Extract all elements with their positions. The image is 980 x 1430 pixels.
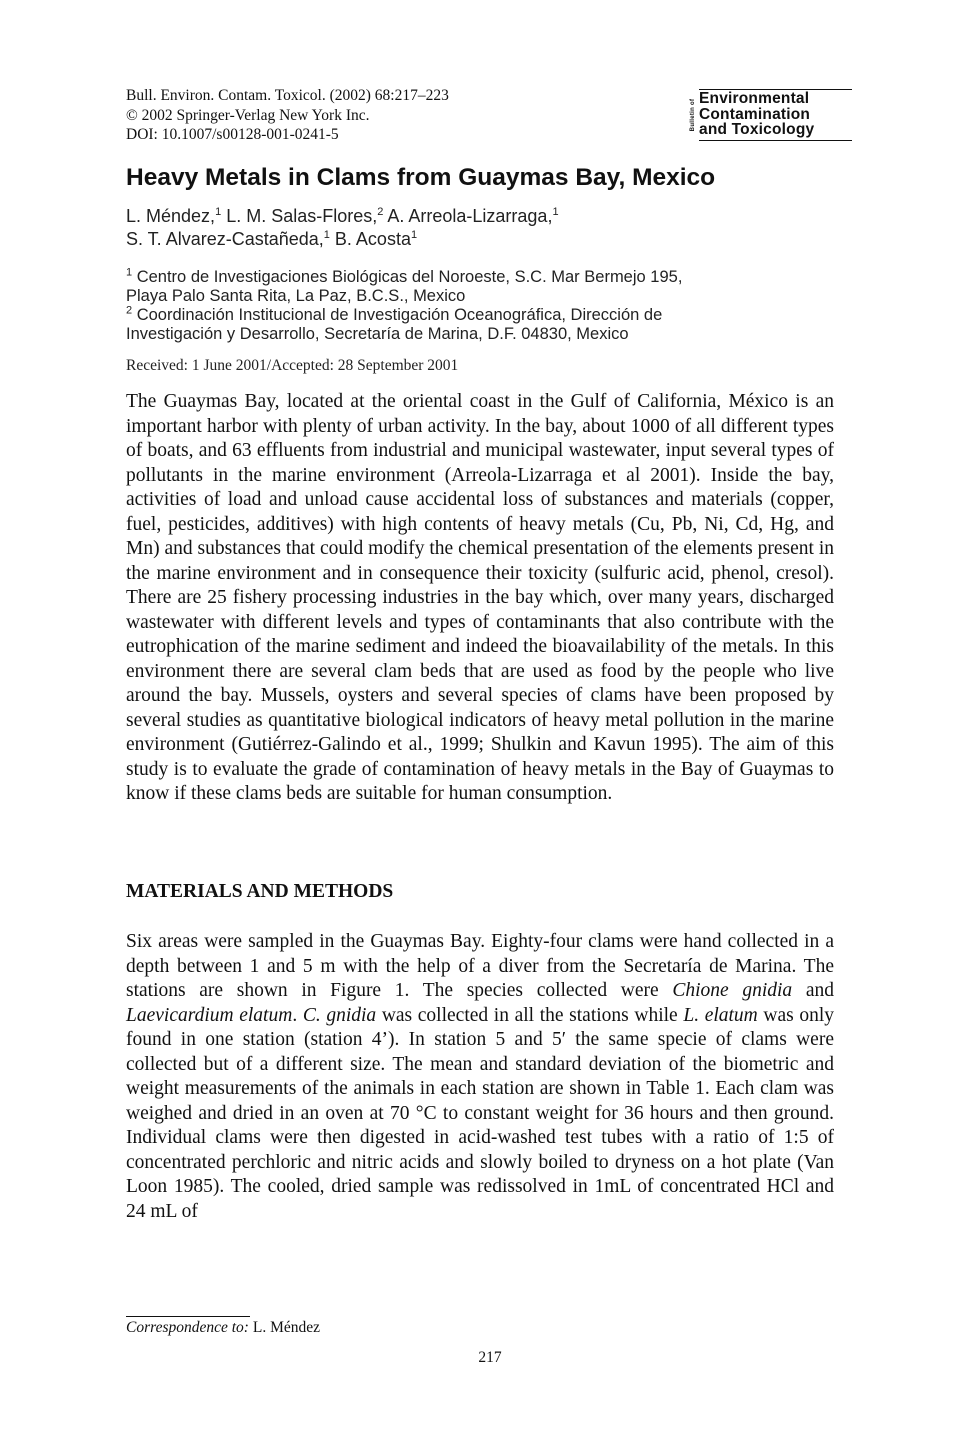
species-name: Laevicardium elatum <box>126 1004 293 1026</box>
logo-line-1: Environmental <box>699 90 810 107</box>
author-line <box>126 228 559 251</box>
section-heading: MATERIALS AND METHODS <box>126 881 394 902</box>
received-dates: Received: 1 June 2001/Accepted: 28 September 2001 <box>126 357 459 374</box>
author-name: A. Arreola-Lizarraga, <box>383 206 553 226</box>
species-name: L. elatum <box>683 1004 758 1026</box>
affiliation-line: Investigación y Desarrollo, Secretaría de Marina, D.F. 04830, Mexico <box>126 325 629 343</box>
affiliations <box>126 268 682 344</box>
citation-line: Bull. Environ. Contam. Toxicol. (2002) 68:217–223 <box>126 87 449 104</box>
page-number: 217 <box>478 1349 502 1366</box>
author-affil-mark: 1 <box>215 206 222 218</box>
correspondence-footnote <box>126 1319 320 1337</box>
logo-line-3: and Toxicology <box>699 121 815 138</box>
author-affil-mark: 1 <box>323 229 330 241</box>
author-affil-mark: 1 <box>410 229 418 241</box>
footnote-name: L. Méndez <box>248 1319 320 1336</box>
article-title: Heavy Metals in Clams from Guaymas Bay, Mexico <box>126 164 716 191</box>
footnote-label: Correspondence to: <box>126 1319 249 1336</box>
author-affil-mark: 1 <box>552 206 559 218</box>
logo-line-2: Contamination <box>699 105 811 123</box>
introduction-paragraph: The Guaymas Bay, located at the oriental coast in the Gulf of California, México is an important harbor with plenty of urban activity. In the bay, about 1000 of all different types of boats, and 63 effluents from industrial and municipal wastewater, input several types of pollutants in the marine environment (Arreola-Lizarraga et al 2001). Inside the bay, activities of load and unload cause accidental loss of substances and materials (copper, fuel, pesticides, additives) with high contents of heavy metals (Cu, Pb, Ni, Cd, Hg, and Mn) and substances that could modify the chemical presentation of the elements present in the marine environment and in consequence their toxicity (sulfuric acid, phenol, cresol). There are 25 fishery processing industries in the bay which, over many years, discharged wastewater with different levels and types of contaminants that also contribute with the eutrophication of the marine sediment and indeed the bioavailability of the metals. In this environment there are several clam beds that are used as food by the people who live around the bay. Mussels, oysters and several species of clams have been proposed by several studies as quantitative biological indicators of heavy metal pollution in the marine environment (Gutiérrez-Galindo et al., 1999; Shulkin and Kavun 1995). The aim of this study is to evaluate the grade of contamination of heavy metals in the Bay of Guaymas to know if these clams beds are suitable for human consumption. <box>126 391 834 804</box>
affiliation-line: $^1$ Centro de Investigaciones Biológicas del Noroeste, S.C. Mar Bermejo 195, <box>126 266 683 286</box>
author-list <box>126 205 559 251</box>
citation-block <box>126 86 449 145</box>
author-name: L. Méndez, <box>126 206 216 226</box>
author-name: L. M. Salas-Flores, <box>221 206 378 226</box>
affiliation-mark: 2 <box>126 304 133 317</box>
affiliation-line: Playa Palo Santa Rita, La Paz, B.C.S., Mexico <box>126 287 466 305</box>
copyright-line: © 2002 Springer-Verlag New York Inc. <box>126 106 370 124</box>
species-name: Chione gnidia <box>672 980 793 1001</box>
affiliation-mark: 1 <box>126 266 133 279</box>
methods-paragraph: Six areas were sampled in the Guaymas Bay. Eighty-four clams were hand collected in a depth between 1 and 5 m with the help of a diver from the Secretaría de Marina. The stations are shown in Figure 1. The species collected were Chione gnidia and Laevicardium elatum. C. gnidia was collected in all the stations while L. elatum was only found in one station (station 4’). In station 5 and 5′ the same specie of clams were collected but of a different size. The mean and standard deviation of the biometric and weight measurements of the animals in each station are shown in Table 1. Each clam was weighed and dried in an oven at 70 °C to constant weight for 36 hours and then ground. Individual clams were then digested in acid-washed test tubes with a ratio of 1:5 of concentrated perchloric and nitric acids and slowly boiled to dryness on a hot plate (Van Loon 1985). The cooled, dried sample was redissolved in 1mL of concentrated HCl and 24 mL of <box>126 931 835 1222</box>
logo-wordmark <box>699 89 852 141</box>
author-name: B. Acosta <box>329 229 411 249</box>
author-line <box>126 205 559 228</box>
doi-line: DOI: 10.1007/s00128-001-0241-5 <box>126 126 339 143</box>
journal-logo <box>688 87 852 141</box>
logo-side-label: Bulletin of <box>690 98 696 132</box>
footnote-rule <box>126 1316 250 1317</box>
author-name: S. T. Alvarez-Castañeda, <box>126 229 324 249</box>
species-name: C. gnidia <box>302 1004 377 1026</box>
affiliation-line: $^2$ Coordinación Institucional de Investigación Oceanográfica, Dirección de <box>126 304 663 324</box>
author-affil-mark: 2 <box>377 206 384 218</box>
